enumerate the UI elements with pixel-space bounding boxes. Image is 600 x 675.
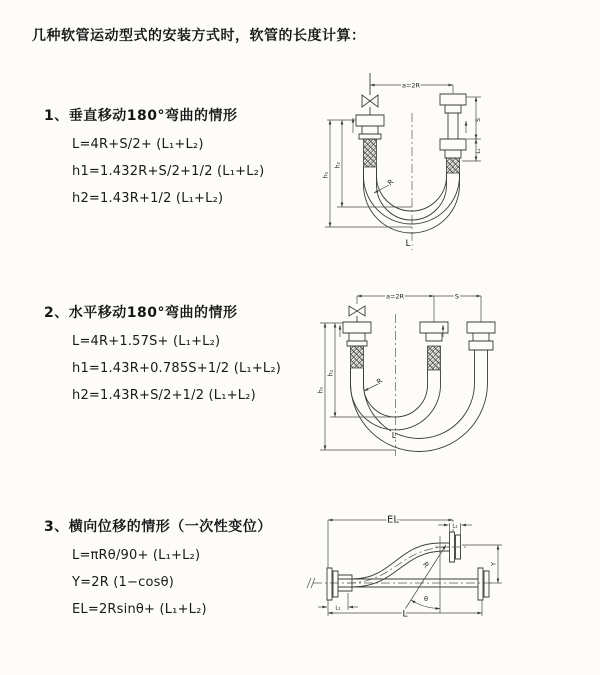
straight-pipe: [307, 578, 495, 588]
dim-label-h1: h₁: [322, 171, 330, 179]
label-l: L: [391, 431, 397, 440]
dim-s-l1: [462, 97, 482, 161]
formula-l: L=4R+S/2+ (L₁+L₂): [72, 137, 204, 152]
dim-el: [328, 515, 453, 569]
hose-curves: [351, 350, 488, 452]
diagram-lateral-displacement: [305, 508, 515, 633]
braid-section: [351, 346, 364, 368]
right-pipe: [467, 322, 495, 350]
valve-icon: [362, 95, 378, 107]
fitting-nut: [420, 322, 448, 333]
section-1-heading: 1、垂直移动180°弯曲的情形: [44, 108, 238, 124]
label-r: R: [386, 177, 396, 188]
label-theta: θ: [424, 595, 428, 603]
formula-y: Y=2R (1−cosθ): [72, 575, 175, 590]
formula-el: EL=2Rsinθ+ (L₁+L₂): [72, 602, 207, 617]
dim-label-h2: h₂: [327, 369, 335, 377]
formula-h1: h1=1.432R+S/2+1/2 (L₁+L₂): [72, 164, 265, 179]
label-r: R: [375, 376, 385, 387]
section-3-heading: 3、横向位移的情形（一次性变位）: [44, 519, 272, 535]
dim-label-l1-left: L₁: [335, 605, 341, 612]
braid-section: [447, 158, 460, 173]
formula-h2: h2=1.43R+S/2+1/2 (L₁+L₂): [72, 388, 256, 403]
section-horizontal-movement: [44, 302, 281, 403]
fitting-nut: [343, 322, 371, 333]
hose-curves: [364, 167, 460, 233]
formula-l: L=4R+1.57S+ (L₁+L₂): [72, 334, 221, 349]
formula-l: L=πRθ/90+ (L₁+L₂): [72, 548, 201, 563]
dim-h1-h2: [318, 323, 397, 450]
dim-label-l: L: [402, 609, 408, 620]
diagram-vertical-180-bend: [300, 68, 500, 263]
hose-s-curve: [347, 543, 450, 587]
left-pipe: [340, 306, 371, 368]
diagram-horizontal-180-bend: [300, 278, 515, 463]
braid-section: [364, 139, 377, 167]
dim-label-el: EL: [387, 514, 399, 526]
page-title: 几种软管运动型式的安装方式时，软管的长度计算：: [32, 28, 366, 44]
section-2-heading: 2、水平移动180°弯曲的情形: [44, 305, 238, 321]
middle-pipe: [420, 322, 448, 370]
radius-leader: [364, 377, 384, 391]
section-vertical-movement: [44, 105, 264, 206]
radius-line: [402, 545, 446, 614]
braid-section: [428, 346, 441, 370]
fitting-nut: [467, 322, 495, 333]
lower-right-flange: [478, 568, 489, 600]
dim-label-y: Y: [489, 562, 498, 566]
fitting-nut: [440, 94, 466, 105]
section-lateral-displacement: [44, 516, 272, 617]
dim-label-l1-top: L₁: [452, 523, 458, 530]
dim-a2r: [370, 82, 453, 94]
formula-h2: h2=1.43R+1/2 (L₁+L₂): [72, 191, 224, 206]
dim-label-a2r: a=2R: [385, 292, 405, 301]
fitting-nut: [440, 139, 466, 150]
valve-icon: [349, 306, 365, 316]
dim-l: [328, 600, 482, 620]
angle-construction: [402, 536, 446, 614]
dim-label-a2r: a=2R: [401, 81, 421, 90]
label-l: L: [405, 239, 411, 249]
dim-label-s: S: [475, 118, 482, 122]
left-pipe: [356, 73, 384, 167]
dim-a2r-s: [357, 293, 481, 323]
dim-label-h1: h₁: [317, 386, 325, 394]
dim-l1-top: [438, 523, 472, 535]
dim-y: [462, 545, 502, 583]
dim-label-s: S: [454, 292, 460, 301]
formula-h1: h1=1.43R+0.785S+1/2 (L₁+L₂): [72, 361, 282, 376]
dim-label-l1: L₁: [476, 148, 482, 154]
label-r: R: [420, 560, 431, 570]
dim-label-h2: h₂: [334, 161, 342, 169]
fitting-nut: [356, 115, 384, 126]
